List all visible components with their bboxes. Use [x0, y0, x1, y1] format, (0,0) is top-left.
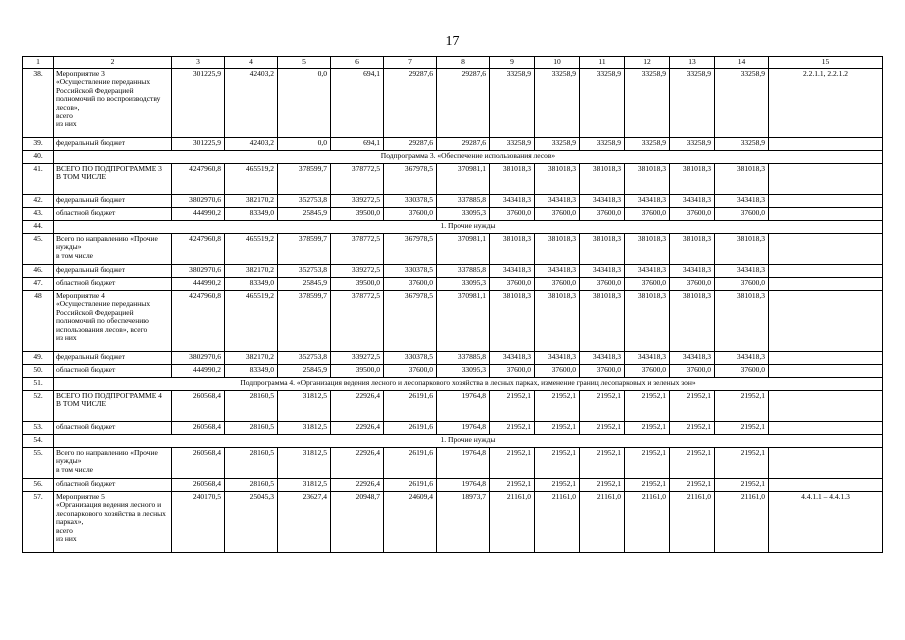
table-row	[23, 164, 883, 195]
column-number-cell: 3	[172, 57, 225, 69]
indicator-ref-cell	[769, 448, 883, 479]
value-cell: 37600,0	[715, 278, 769, 291]
section-title-cell: Подпрограмма 3. «Обеспечение использования лесов»	[54, 151, 883, 164]
row-number-cell: 52.	[23, 391, 54, 422]
value-cell: 21952,1	[535, 422, 580, 435]
row-number-cell: 42.	[23, 195, 54, 208]
row-number-cell: 56.	[23, 479, 54, 492]
value-cell: 21952,1	[715, 479, 769, 492]
indicator-ref-cell	[769, 138, 883, 151]
indicator-ref-cell	[769, 265, 883, 278]
value-cell: 29287,6	[437, 138, 490, 151]
value-cell: 37600,0	[625, 208, 670, 221]
value-cell: 330378,5	[384, 195, 437, 208]
indicator-ref-cell	[769, 208, 883, 221]
value-cell: 352753,8	[278, 352, 331, 365]
value-cell: 21952,1	[580, 479, 625, 492]
indicator-ref-cell: 2.2.1.1, 2.2.1.2	[769, 69, 883, 138]
value-cell: 33258,9	[715, 138, 769, 151]
item-name-cell: Мероприятие 5 «Организация ведения лесного и лесопаркового хозяйства в лесных парках», всего из них	[54, 492, 172, 553]
value-cell: 465519,2	[225, 234, 278, 265]
value-cell: 381018,3	[715, 234, 769, 265]
value-cell: 260568,4	[172, 422, 225, 435]
value-cell: 21952,1	[490, 422, 535, 435]
table-row	[23, 265, 883, 278]
row-number-cell: 46.	[23, 265, 54, 278]
value-cell: 28160,5	[225, 448, 278, 479]
value-cell: 339272,5	[331, 195, 384, 208]
value-cell: 26191,6	[384, 422, 437, 435]
value-cell: 343418,3	[535, 265, 580, 278]
value-cell: 21952,1	[670, 479, 715, 492]
value-cell: 26191,6	[384, 391, 437, 422]
section-title-cell: 1. Прочие нужды	[54, 221, 883, 234]
item-name-cell: областной бюджет	[54, 422, 172, 435]
value-cell: 24609,4	[384, 492, 437, 553]
table-row	[23, 391, 883, 422]
section-row	[23, 378, 883, 391]
value-cell: 21952,1	[580, 422, 625, 435]
table-row	[23, 422, 883, 435]
value-cell: 382170,2	[225, 265, 278, 278]
value-cell: 19764,8	[437, 448, 490, 479]
column-number-cell: 8	[437, 57, 490, 69]
value-cell: 37600,0	[715, 208, 769, 221]
value-cell: 694,1	[331, 69, 384, 138]
table-row	[23, 448, 883, 479]
item-name-cell: ВСЕГО ПО ПОДПРОГРАММЕ 4 В ТОМ ЧИСЛЕ	[54, 391, 172, 422]
value-cell: 22926,4	[331, 391, 384, 422]
value-cell: 378599,7	[278, 234, 331, 265]
row-number-cell: 50.	[23, 365, 54, 378]
value-cell: 21952,1	[490, 479, 535, 492]
value-cell: 39500,0	[331, 208, 384, 221]
value-cell: 343418,3	[580, 195, 625, 208]
value-cell: 33095,3	[437, 278, 490, 291]
value-cell: 21952,1	[580, 391, 625, 422]
value-cell: 694,1	[331, 138, 384, 151]
table-row	[23, 69, 883, 138]
section-row	[23, 221, 883, 234]
value-cell: 343418,3	[490, 195, 535, 208]
value-cell: 370981,1	[437, 291, 490, 352]
value-cell: 343418,3	[490, 352, 535, 365]
page-number: 17	[445, 34, 460, 49]
value-cell: 22926,4	[331, 422, 384, 435]
value-cell: 381018,3	[625, 291, 670, 352]
column-number-cell: 13	[670, 57, 715, 69]
indicator-ref-cell	[769, 422, 883, 435]
value-cell: 378772,5	[331, 234, 384, 265]
value-cell: 381018,3	[535, 234, 580, 265]
value-cell: 37600,0	[580, 278, 625, 291]
value-cell: 21952,1	[490, 391, 535, 422]
budget-table	[22, 56, 883, 553]
value-cell: 378599,7	[278, 164, 331, 195]
indicator-ref-cell	[769, 391, 883, 422]
value-cell: 3802970,6	[172, 265, 225, 278]
value-cell: 21161,0	[625, 492, 670, 553]
table-row	[23, 479, 883, 492]
item-name-cell: федеральный бюджет	[54, 138, 172, 151]
value-cell: 370981,1	[437, 164, 490, 195]
value-cell: 370981,1	[437, 234, 490, 265]
value-cell: 28160,5	[225, 391, 278, 422]
value-cell: 20948,7	[331, 492, 384, 553]
value-cell: 25845,9	[278, 208, 331, 221]
value-cell: 260568,4	[172, 479, 225, 492]
value-cell: 29287,6	[437, 69, 490, 138]
indicator-ref-cell: 4.4.1.1 – 4.4.1.3	[769, 492, 883, 553]
value-cell: 3802970,6	[172, 352, 225, 365]
value-cell: 352753,8	[278, 265, 331, 278]
value-cell: 343418,3	[625, 352, 670, 365]
item-name-cell: ВСЕГО ПО ПОДПРОГРАММЕ 3 В ТОМ ЧИСЛЕ	[54, 164, 172, 195]
item-name-cell: областной бюджет	[54, 479, 172, 492]
value-cell: 37600,0	[490, 365, 535, 378]
value-cell: 343418,3	[490, 265, 535, 278]
value-cell: 39500,0	[331, 365, 384, 378]
value-cell: 21952,1	[625, 479, 670, 492]
item-name-cell: федеральный бюджет	[54, 195, 172, 208]
value-cell: 21952,1	[535, 448, 580, 479]
value-cell: 444990,2	[172, 365, 225, 378]
value-cell: 83349,0	[225, 365, 278, 378]
value-cell: 31812,5	[278, 479, 331, 492]
value-cell: 465519,2	[225, 164, 278, 195]
value-cell: 33258,9	[715, 69, 769, 138]
value-cell: 343418,3	[625, 195, 670, 208]
value-cell: 28160,5	[225, 422, 278, 435]
value-cell: 343418,3	[670, 265, 715, 278]
section-title-cell: Подпрограмма 4. «Организация ведения лесного и лесопаркового хозяйства в лесных парках, изменение границ лесопарковых и зеленых зон»	[54, 378, 883, 391]
value-cell: 367978,5	[384, 291, 437, 352]
value-cell: 240170,5	[172, 492, 225, 553]
value-cell: 21952,1	[625, 391, 670, 422]
value-cell: 37600,0	[535, 365, 580, 378]
value-cell: 21952,1	[625, 448, 670, 479]
value-cell: 31812,5	[278, 391, 331, 422]
value-cell: 381018,3	[670, 164, 715, 195]
value-cell: 367978,5	[384, 234, 437, 265]
value-cell: 339272,5	[331, 265, 384, 278]
value-cell: 83349,0	[225, 278, 278, 291]
value-cell: 381018,3	[670, 234, 715, 265]
value-cell: 33095,3	[437, 208, 490, 221]
value-cell: 343418,3	[535, 195, 580, 208]
value-cell: 381018,3	[490, 234, 535, 265]
value-cell: 37600,0	[384, 278, 437, 291]
value-cell: 381018,3	[715, 291, 769, 352]
value-cell: 343418,3	[535, 352, 580, 365]
indicator-ref-cell	[769, 365, 883, 378]
indicator-ref-cell	[769, 291, 883, 352]
value-cell: 343418,3	[670, 352, 715, 365]
value-cell: 33258,9	[490, 138, 535, 151]
value-cell: 343418,3	[625, 265, 670, 278]
value-cell: 39500,0	[331, 278, 384, 291]
indicator-ref-cell	[769, 479, 883, 492]
item-name-cell: областной бюджет	[54, 365, 172, 378]
row-number-cell: 53.	[23, 422, 54, 435]
value-cell: 352753,8	[278, 195, 331, 208]
value-cell: 21161,0	[490, 492, 535, 553]
value-cell: 22926,4	[331, 479, 384, 492]
column-number-cell: 2	[54, 57, 172, 69]
row-number-cell: 55.	[23, 448, 54, 479]
value-cell: 37600,0	[625, 365, 670, 378]
value-cell: 21952,1	[580, 448, 625, 479]
value-cell: 33258,9	[670, 138, 715, 151]
value-cell: 444990,2	[172, 278, 225, 291]
header-row	[23, 57, 883, 69]
value-cell: 33258,9	[535, 69, 580, 138]
value-cell: 33258,9	[625, 69, 670, 138]
row-number-cell: 54.	[23, 435, 54, 448]
row-number-cell: 41.	[23, 164, 54, 195]
table-row	[23, 291, 883, 352]
value-cell: 337885,8	[437, 265, 490, 278]
value-cell: 29287,6	[384, 138, 437, 151]
item-name-cell: Мероприятие 3 «Осуществление переданных Российской Федерацией полномочий по воспроизводству лесов», всего из них	[54, 69, 172, 138]
row-number-cell: 49.	[23, 352, 54, 365]
row-number-cell: 48	[23, 291, 54, 352]
column-number-cell: 6	[331, 57, 384, 69]
value-cell: 42403,2	[225, 138, 278, 151]
value-cell: 21952,1	[715, 422, 769, 435]
value-cell: 382170,2	[225, 352, 278, 365]
value-cell: 37600,0	[535, 208, 580, 221]
row-number-cell: 57.	[23, 492, 54, 553]
value-cell: 37600,0	[535, 278, 580, 291]
value-cell: 18973,7	[437, 492, 490, 553]
value-cell: 33258,9	[580, 138, 625, 151]
value-cell: 343418,3	[580, 265, 625, 278]
value-cell: 381018,3	[625, 164, 670, 195]
row-number-cell: 45.	[23, 234, 54, 265]
value-cell: 33258,9	[670, 69, 715, 138]
column-number-cell: 5	[278, 57, 331, 69]
value-cell: 37600,0	[670, 208, 715, 221]
section-row	[23, 151, 883, 164]
section-row	[23, 435, 883, 448]
value-cell: 381018,3	[490, 164, 535, 195]
value-cell: 382170,2	[225, 195, 278, 208]
value-cell: 37600,0	[580, 208, 625, 221]
value-cell: 19764,8	[437, 391, 490, 422]
value-cell: 260568,4	[172, 391, 225, 422]
value-cell: 343418,3	[715, 195, 769, 208]
value-cell: 23627,4	[278, 492, 331, 553]
value-cell: 42403,2	[225, 69, 278, 138]
value-cell: 29287,6	[384, 69, 437, 138]
column-number-cell: 12	[625, 57, 670, 69]
value-cell: 21952,1	[490, 448, 535, 479]
value-cell: 337885,8	[437, 352, 490, 365]
value-cell: 33258,9	[490, 69, 535, 138]
value-cell: 33258,9	[580, 69, 625, 138]
indicator-ref-cell	[769, 195, 883, 208]
value-cell: 465519,2	[225, 291, 278, 352]
value-cell: 21952,1	[535, 479, 580, 492]
value-cell: 381018,3	[715, 164, 769, 195]
value-cell: 83349,0	[225, 208, 278, 221]
value-cell: 330378,5	[384, 265, 437, 278]
indicator-ref-cell	[769, 234, 883, 265]
value-cell: 21161,0	[580, 492, 625, 553]
value-cell: 33258,9	[535, 138, 580, 151]
value-cell: 37600,0	[490, 208, 535, 221]
value-cell: 37600,0	[625, 278, 670, 291]
value-cell: 21952,1	[715, 391, 769, 422]
table-row	[23, 352, 883, 365]
value-cell: 21952,1	[670, 448, 715, 479]
value-cell: 21161,0	[535, 492, 580, 553]
value-cell: 381018,3	[625, 234, 670, 265]
value-cell: 339272,5	[331, 352, 384, 365]
column-number-cell: 7	[384, 57, 437, 69]
value-cell: 378772,5	[331, 164, 384, 195]
value-cell: 3802970,6	[172, 195, 225, 208]
value-cell: 378599,7	[278, 291, 331, 352]
item-name-cell: областной бюджет	[54, 278, 172, 291]
value-cell: 337885,8	[437, 195, 490, 208]
table-row	[23, 138, 883, 151]
value-cell: 25845,9	[278, 365, 331, 378]
value-cell: 381018,3	[580, 164, 625, 195]
value-cell: 19764,8	[437, 479, 490, 492]
value-cell: 21952,1	[670, 422, 715, 435]
column-number-cell: 1	[23, 57, 54, 69]
column-number-cell: 10	[535, 57, 580, 69]
value-cell: 21952,1	[535, 391, 580, 422]
value-cell: 381018,3	[580, 291, 625, 352]
value-cell: 37600,0	[580, 365, 625, 378]
item-name-cell: Мероприятие 4 «Осуществление переданных Российской Федерацией полномочий по обеспечению использования лесов», всего из них	[54, 291, 172, 352]
value-cell: 37600,0	[384, 365, 437, 378]
value-cell: 25045,3	[225, 492, 278, 553]
value-cell: 4247960,8	[172, 234, 225, 265]
value-cell: 31812,5	[278, 422, 331, 435]
value-cell: 31812,5	[278, 448, 331, 479]
value-cell: 4247960,8	[172, 291, 225, 352]
indicator-ref-cell	[769, 164, 883, 195]
value-cell: 21952,1	[670, 391, 715, 422]
column-number-cell: 14	[715, 57, 769, 69]
column-number-cell: 15	[769, 57, 883, 69]
value-cell: 343418,3	[715, 265, 769, 278]
table-row	[23, 492, 883, 553]
value-cell: 444990,2	[172, 208, 225, 221]
row-number-cell: 40.	[23, 151, 54, 164]
value-cell: 37600,0	[670, 365, 715, 378]
value-cell: 28160,5	[225, 479, 278, 492]
item-name-cell: Всего по направлению «Прочие нужды» в том числе	[54, 234, 172, 265]
value-cell: 37600,0	[490, 278, 535, 291]
value-cell: 260568,4	[172, 448, 225, 479]
value-cell: 19764,8	[437, 422, 490, 435]
value-cell: 378772,5	[331, 291, 384, 352]
value-cell: 0,0	[278, 138, 331, 151]
column-number-cell: 11	[580, 57, 625, 69]
value-cell: 21161,0	[670, 492, 715, 553]
value-cell: 381018,3	[535, 164, 580, 195]
value-cell: 381018,3	[535, 291, 580, 352]
value-cell: 25845,9	[278, 278, 331, 291]
value-cell: 343418,3	[715, 352, 769, 365]
value-cell: 381018,3	[670, 291, 715, 352]
value-cell: 21952,1	[715, 448, 769, 479]
value-cell: 37600,0	[384, 208, 437, 221]
value-cell: 37600,0	[715, 365, 769, 378]
table-row	[23, 278, 883, 291]
row-number-cell: 39.	[23, 138, 54, 151]
value-cell: 33095,3	[437, 365, 490, 378]
item-name-cell: областной бюджет	[54, 208, 172, 221]
value-cell: 381018,3	[580, 234, 625, 265]
value-cell: 301225,9	[172, 138, 225, 151]
value-cell: 343418,3	[670, 195, 715, 208]
item-name-cell: федеральный бюджет	[54, 352, 172, 365]
value-cell: 26191,6	[384, 479, 437, 492]
row-number-cell: 51.	[23, 378, 54, 391]
value-cell: 21161,0	[715, 492, 769, 553]
value-cell: 26191,6	[384, 448, 437, 479]
value-cell: 381018,3	[490, 291, 535, 352]
row-number-cell: 44.	[23, 221, 54, 234]
row-number-cell: 38.	[23, 69, 54, 138]
value-cell: 330378,5	[384, 352, 437, 365]
item-name-cell: федеральный бюджет	[54, 265, 172, 278]
value-cell: 21952,1	[625, 422, 670, 435]
value-cell: 367978,5	[384, 164, 437, 195]
value-cell: 4247960,8	[172, 164, 225, 195]
row-number-cell: 43.	[23, 208, 54, 221]
table-row	[23, 195, 883, 208]
table-row	[23, 208, 883, 221]
indicator-ref-cell	[769, 352, 883, 365]
column-number-cell: 4	[225, 57, 278, 69]
value-cell: 0,0	[278, 69, 331, 138]
section-title-cell: 1. Прочие нужды	[54, 435, 883, 448]
value-cell: 301225,9	[172, 69, 225, 138]
value-cell: 343418,3	[580, 352, 625, 365]
indicator-ref-cell	[769, 278, 883, 291]
item-name-cell: Всего по направлению «Прочие нужды» в том числе	[54, 448, 172, 479]
value-cell: 37600,0	[670, 278, 715, 291]
row-number-cell: 47.	[23, 278, 54, 291]
column-number-cell: 9	[490, 57, 535, 69]
value-cell: 22926,4	[331, 448, 384, 479]
table-row	[23, 234, 883, 265]
table-row	[23, 365, 883, 378]
value-cell: 33258,9	[625, 138, 670, 151]
